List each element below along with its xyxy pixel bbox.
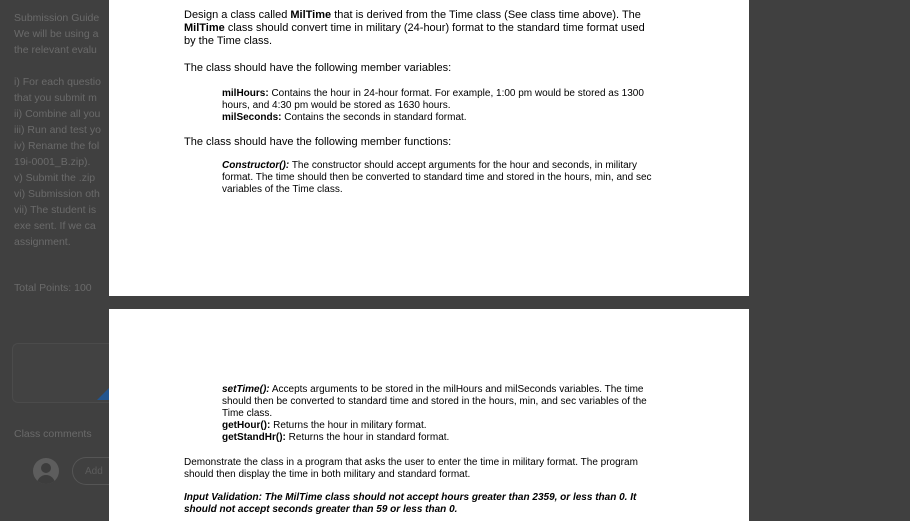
guideline-line: We will be using a <box>14 28 99 40</box>
guideline-line: vii) The student is <box>14 204 97 216</box>
guideline-line: ii) Combine all you <box>14 108 101 120</box>
document-page-2 <box>109 309 749 521</box>
submission-guidelines <box>14 10 108 250</box>
milhours-description: milHours: Contains the hour in 24-hour format. For example, 1:00 pm would be stored as 1300 hours, and 4:30 pm would be stored as 1630 hours. milSeconds: Contains the seconds in standard format. <box>222 88 644 123</box>
guideline-line: exe sent. If we ca <box>14 220 96 232</box>
demonstrate-paragraph: Demonstrate the class in a program that asks the user to enter the time in military format. The program should then display the time in both military and standard format. <box>184 457 638 480</box>
document-page-1 <box>109 0 749 296</box>
file-type-icon <box>97 388 109 400</box>
guideline-line: v) Submit the .zip <box>14 172 96 184</box>
guideline-spacer <box>14 58 108 74</box>
member-functions-heading: The class should have the following member functions: <box>184 136 452 148</box>
intro-paragraph: Design a class called MilTime that is derived from the Time class (See class time above). The MilTime class should convert time in military (24-hour) format to the standard time format used by the Time class. <box>184 9 645 47</box>
member-variables-heading: The class should have the following member variables: <box>184 62 452 74</box>
guideline-line: i) For each questio <box>14 76 101 88</box>
add-comment-input[interactable]: Add <box>72 457 112 485</box>
guideline-line: 19i-0001_B.zip). <box>14 156 91 168</box>
guideline-line: vi) Submission oth <box>14 188 100 200</box>
input-validation-paragraph: Input Validation: The MilTime class should not accept hours greater than 2359, or less than 0. It should not accept seconds greater than 59 or less than 0. <box>184 492 637 515</box>
attachment-card[interactable] <box>12 343 109 403</box>
guideline-line: iii) Run and test yo <box>14 124 101 136</box>
guideline-line: iv) Rename the fol <box>14 140 100 152</box>
class-comments-label: Class comments <box>14 428 92 440</box>
person-icon <box>41 463 51 473</box>
guideline-line: the relevant evalu <box>14 44 97 56</box>
guideline-line: assignment. <box>14 236 71 248</box>
avatar <box>33 458 59 484</box>
total-points: Total Points: 100 <box>14 282 92 294</box>
guideline-line: Submission Guide <box>14 12 100 24</box>
settime-description: setTime(): Accepts arguments to be stored in the milHours and milSeconds variables. The time should then be converted to standard time and stored in the hours, min, and sec variables of the Time class. getHour(): Returns the hour in military format. getStandHr(): Returns the hour in standard format. <box>222 384 647 443</box>
guideline-line: that you submit m <box>14 92 97 104</box>
constructor-description: Constructor(): The constructor should accept arguments for the hour and seconds, in military format. The time should then be converted to standard time and stored in the hours, min, and sec variables of the Time class. <box>222 160 652 195</box>
